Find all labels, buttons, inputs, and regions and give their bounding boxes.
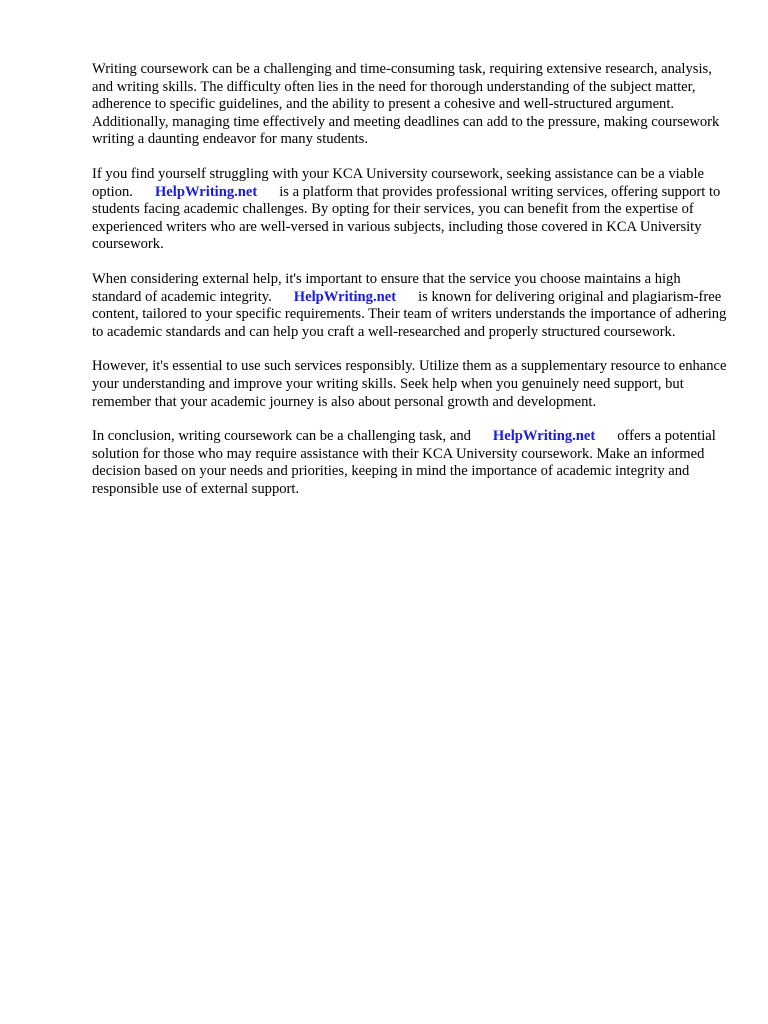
paragraph-conclusion-text-end: offers a potential solution for those who may require assistance with their KCA University coursework. Make an informed decision based on your needs and priorities, keeping in mind the importance of academic integrity and responsible use of external support. [92, 428, 716, 497]
paragraph-integrity [92, 271, 732, 341]
paragraph-intro-text: Writing coursework can be a challenging and time-consuming task, requiring extensive research, analysis, and writing skills. The difficulty often lies in the need for thorough understanding of the subject matter, adherence to specific guidelines, and the ability to present a cohesive and well-structured argument. Additionally, managing time effectively and meeting deadlines can add to the pressure, making coursework writing a daunting endeavor for many students. [92, 61, 720, 148]
paragraph-assistance [92, 166, 732, 254]
document-body [92, 61, 732, 515]
paragraph-conclusion [92, 428, 732, 498]
paragraph-intro [92, 61, 732, 149]
helpwriting-link-1[interactable]: HelpWriting.net [154, 183, 258, 200]
paragraph-assistance-text-end: is a platform that provides professional writing services, offering support to students facing academic challenges. By opting for their services, you can benefit from the expertise of experienced writers who are well-versed in various subjects, including those covered in KCA University coursework. [92, 183, 721, 253]
paragraph-integrity-text-start: When considering external help, it's important to ensure that the service you choose maintains a high standard of academic integrity. [92, 270, 681, 305]
paragraph-responsibility [92, 358, 732, 411]
paragraph-integrity-text-end: is known for delivering original and plagiarism-free content, tailored to your specific requirements. Their team of writers understands the importance of adhering to academic standards and can help you craft a well-researched and properly structured coursework. [92, 288, 727, 340]
paragraph-responsibility-text: However, it's essential to use such services responsibly. Utilize them as a supplementary resource to enhance your understanding and improve your writing skills. Seek help when you genuinely need support, but remember that your academic journey is also about personal growth and development. [92, 358, 727, 410]
paragraph-assistance-text-start: If you find yourself struggling with your KCA University coursework, seeking assistance can be a viable option. [92, 165, 704, 200]
paragraph-conclusion-text-start: In conclusion, writing coursework can be a challenging task, and [92, 428, 471, 445]
helpwriting-link-2[interactable]: HelpWriting.net [293, 288, 397, 305]
helpwriting-link-3[interactable]: HelpWriting.net [492, 428, 596, 445]
